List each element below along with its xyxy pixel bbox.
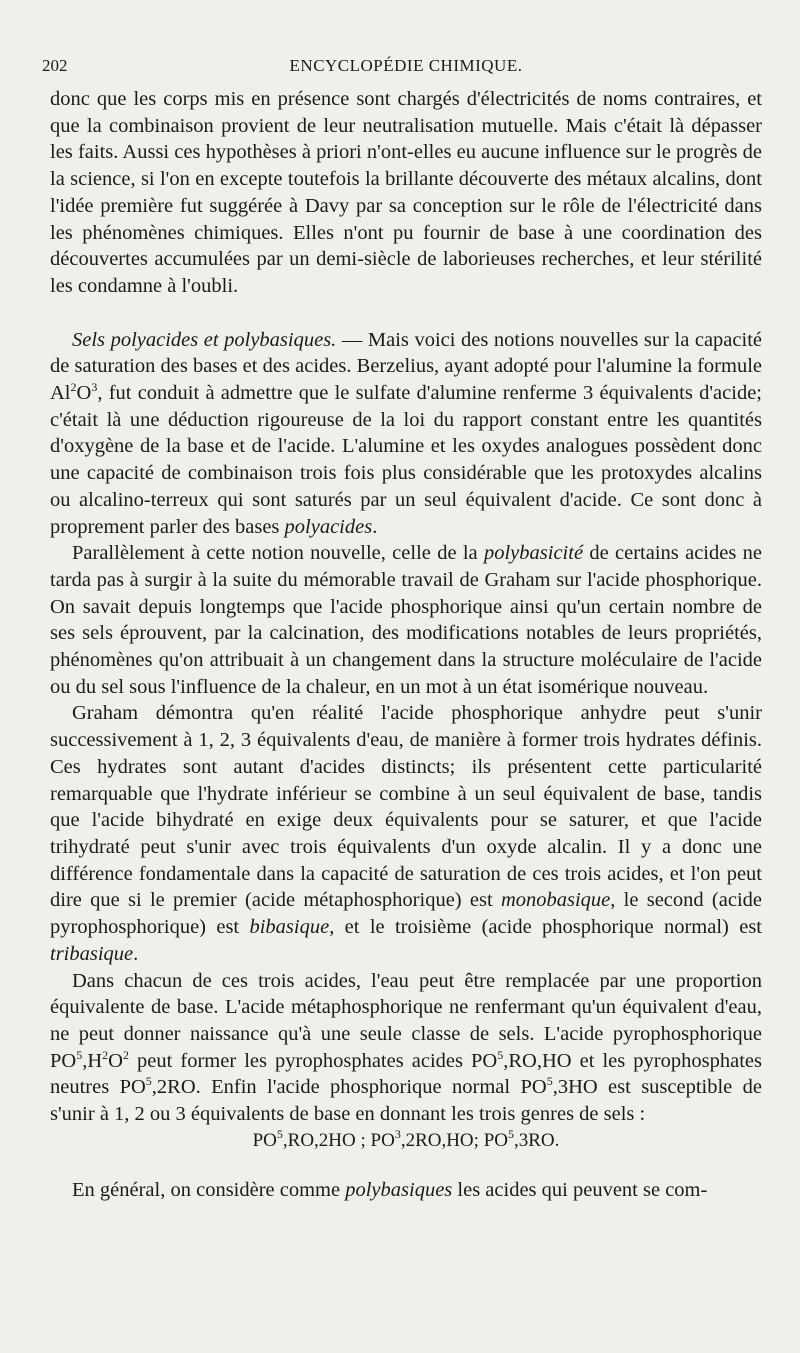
- paragraph-1: donc que les corps mis en présence sont chargés d'électricités de noms contraires, et que la combinaison provient de leur neutralisation mutuelle. Mais c'était là dépasser les faits. Aussi ces hypothèses à priori n'ont-elles eu aucune influence sur le progrès de la science, si l'on en excepte toutefois la brillante découverte des métaux alcalins, dont l'idée première fut suggérée à Davy par sa conception sur le rôle de l'électricité dans les phénomènes chimiques. Elles n'ont pu fournir de base à une coordination des découvertes accumulées par un demi-siècle de laborieuses recherches, et leur stérilité les condamne à l'oubli.: [50, 88, 762, 297]
- body-text: [50, 86, 762, 1204]
- page-number: 202: [42, 56, 68, 75]
- book-page: [42, 0, 763, 1204]
- running-title: ENCYCLOPÉDIE CHIMIQUE.: [289, 56, 523, 75]
- page-header: [42, 56, 762, 86]
- paragraph-3: Parallèlement à cette notion nouvelle, celle de la polybasicité de certains acides ne tarda pas à surgir à la suite du mémorable travail de Graham sur l'acide phosphorique. On savait depuis longtemps que l'acide phosphorique ainsi qu'un certain nombre de ses sels éprouvent, par la calcination, des modifications notables de leurs propriétés, phénomènes qu'on attribuait à un changement dans la structure moléculaire de l'acide ou du sel sous l'influence de la chaleur, en un mot à un état isomérique nouveau.: [50, 542, 762, 698]
- paragraph-5: Dans chacun de ces trois acides, l'eau peut être remplacée par une proportion équivalente de base. L'acide métaphosphorique ne renfermant qu'un équivalent d'eau, ne peut donner naissance qu'à une seule classe de sels. L'acide pyrophosphorique $PO^5,H^2O^2$ peut former les pyrophosphates acides $PO^5,RO,HO$ et les pyrophosphates neutres $PO^5,2RO$. Enfin l'acide phosphorique normal $PO^5,3HO$ est susceptible de s'unir à 1, 2 ou 3 équivalents de base en donnant les trois genres de sels :: [50, 969, 763, 1126]
- paragraph-2: Sels polyacides et polybasiques. — Mais voici des notions nouvelles sur la capacité de saturation des bases et des acides. Berzelius, ayant adopté pour l'alumine la formule $Al^2O^3$, fut conduit à admettre que le sulfate d'alumine renferme 3 équivalents d'acide; c'était là une déduction rigoureuse de la loi du rapport constant entre les quantités d'oxygène de la base et de l'acide. L'alumine et les oxydes analogues possèdent donc une capacité de combinaison trois fois plus considérable que les protoxydes alcalins ou alcalino-terreux qui sont saturés par un seul équivalent d'acide. Ce sont donc à proprement parler des bases polyacides.: [50, 328, 762, 538]
- paragraph-4: Graham démontra qu'en réalité l'acide phosphorique anhydre peut s'unir successivement à 1, 2, 3 équivalents d'eau, de manière à former trois hydrates définis. Ces hydrates sont autant d'acides distincts; ils présentent cette particularité remarquable que l'hydrate inférieur se combine à un seul équivalent de base, tandis que l'acide bihydraté en exige deux équivalents pour se saturer, et que l'acide trihydraté peut s'unir avec trois équivalents d'un oxyde alcalin. Il y a donc une différence fondamentale dans la capacité de saturation de ces trois acides, et l'on peut dire que si le premier (acide métaphosphorique) est monobasique, le second (acide pyrophosphorique) est bibasique, et le troisième (acide phosphorique normal) est tribasique.: [50, 702, 762, 965]
- paragraph-6: En général, on considère comme polybasiques les acides qui peuvent se com-: [72, 1179, 708, 1202]
- section-heading: Sels polyacides et polybasiques.: [72, 328, 337, 351]
- formula-line: $PO^5,RO,2HO$ ; $PO^3,2RO,HO$; $PO^5,3RO$.: [252, 1126, 560, 1151]
